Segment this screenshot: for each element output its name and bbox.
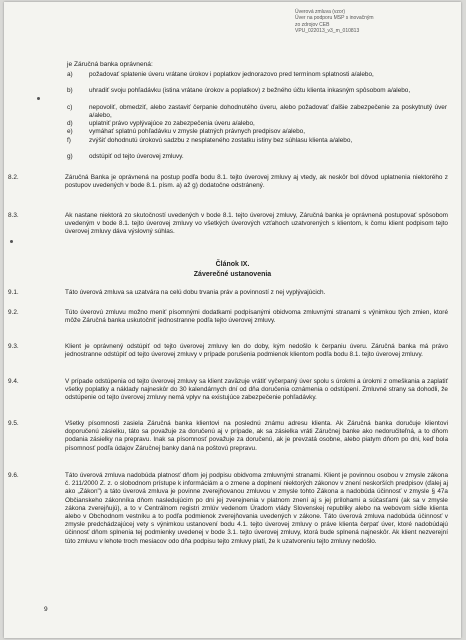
list-item-text: vymáhať splatnú pohľadávku v zmysle platných právnych predpisov a/alebo,	[89, 128, 305, 136]
clause-9-3	[8, 343, 448, 359]
list-item	[67, 120, 447, 128]
clause-9-1	[8, 289, 448, 297]
clause-number: 9.2.	[8, 309, 19, 316]
clause-8-3	[8, 212, 448, 237]
clause-text: Táto úverová zmluva nadobúda platnosť dňom jej podpisu obidvoma zmluvnými stranami. Klient je povinnou osobou v zmysle zákona č. 211/2000 Z. z. o slobodnom prístupe k informáciám a o zmene a doplnení niektorých zákonov v znení neskorších predpisov (ďalej aj ako „Zákon") a táto úverová zmluva je povinne zverejňovanou zmluvou v zmysle tohto Zákona a nadobúda účinnosť v zmysle § 47a Občianskeho zákonníka dňom nasledujúcim po dni jej zverejnenia v platnom znení aj s jej prílohami a súčasťami (ak sa v zmysle zákona zverejňujú), a to v Centrálnom registri zmlúv vedenom Úradom vlády Slovenskej republiky alebo na webovom sídle klienta alebo v Obchodnom vestníku a to podľa podmienok zverejňovania uvedených v zákone. Táto úverová zmluva nadobúda účinnosť v zmysle predchádzajúcej vety s výnimkou ustanovení bodu 4.1. tejto úverovej zmluvy o práve klienta čerpať úver, ktoré nadobúdajú účinnosť dňom splnenia tej podmienky uvedenej v bode 3.1. tejto úverovej zmluvy, ktorá bude splnená najneskôr. Ak klient nezverejní túto zmluvu v lehote troch mesiacov odo dňa podpisu tejto zmluvy platí, že k uzatvoreniu tejto zmluvy nedošlo.	[65, 472, 448, 545]
list-item-label: d)	[67, 120, 73, 128]
list-item-label: b)	[67, 87, 73, 95]
clause-text: V prípade odstúpenia od tejto úverovej zmluvy sa klient zaväzuje vrátiť vyčerpaný úver spolu s úrokmi a úrokmi z omeškania a zaplatiť všetky poplatky a náklady najneskôr do 30 kalendárnych dní od dňa doručenia oznámenia o odstúpení. Zmluvné strany sa dohodli, že odstúpenie od tejto úverovej zmluvy nemá vplyv na existujúce zabezpečenie pohľadávky.	[65, 378, 448, 402]
clause-number: 8.3.	[8, 212, 19, 219]
list-item	[67, 87, 447, 103]
clause-text: Klient je oprávnený odstúpiť od tejto úverovej zmluvy len do doby, kým nedošlo k čerpaniu úveru. Záručná banka má právo jednostranne odstúpiť od tejto úverovej zmluvy v prípade porušenia podmienok klientom podľa bodu 8.1. tejto úverovej zmluvy.	[65, 343, 448, 359]
clause-9-4	[8, 378, 448, 403]
list-item-text: zvýšiť dohodnutú úrokovú sadzbu z nesplateného zostatku istiny bez súhlasu klienta a/alebo,	[89, 136, 353, 144]
article-title: Článok IX.	[215, 261, 250, 268]
header-line: VPU_022013_v3_m_010813	[295, 27, 360, 34]
list-item-label: e)	[67, 128, 73, 136]
list-item-text: požadovať splatenie úveru vrátane úrokov i poplatkov jednorazovo pred termínom splatnosti a/alebo,	[89, 71, 374, 78]
clause-8-2	[8, 174, 448, 190]
list-item-text: uhradiť svoju pohľadávku (istina vrátane úrokov a poplatkov) z bežného účtu klienta inkasným spôsobom a/alebo,	[89, 87, 411, 95]
clause-text: Všetky písomnosti zasiela Záručná banka klientovi na poslednú známu adresu klienta. Ak Záručná banka doručuje klientovi doporučenú zásielku, táto sa považuje za doručenú aj v prípade, ak sa zásielka vráti Záručnej banke ako nedoručiteľná, a to dňom podania zásielky na prepravu. Inak sa písomnosť považuje za doručenú, ak je prevzatá osobne, alebo piatym dňom po dni, keď bola písomnosť podľa údajov Záručnej banky daná na poštovú prepravu.	[65, 420, 448, 452]
clause-number: 9.5.	[8, 420, 19, 427]
list-item	[67, 128, 447, 136]
list-item	[67, 137, 447, 153]
clause-number: 9.6.	[8, 472, 19, 479]
clause-text: Túto úverovú zmluvu možno meniť písomnými dodatkami podpísanými obidvoma zmluvnými stranami s výnimkou tých zmien, ktoré môže Záručná banka uskutočniť jednostranne podľa tejto úverovej zmluvy.	[65, 309, 448, 325]
punch-hole-mark	[37, 97, 40, 100]
list-item	[67, 104, 447, 120]
document-header	[295, 9, 455, 34]
clause-9-2	[8, 309, 448, 325]
clause-text: Táto úverová zmluva sa uzatvára na celú dobu trvania práv a povinností z nej vyplývajúcich.	[65, 289, 326, 296]
punch-hole-mark	[10, 240, 13, 243]
list-item-label: c)	[67, 103, 73, 111]
header-line: Úverová zmluva (vzor)	[295, 9, 346, 15]
list-item	[67, 71, 447, 87]
clause-9-6	[8, 472, 448, 546]
sanctions-list	[67, 71, 447, 161]
header-line: zo zdrojov CEB	[295, 21, 330, 28]
clause-text: Ak nastane niektorá zo skutočností uvedených v bode 8.1. tejto úverovej zmluvy, Záručná banka je oprávnená postupovať spôsobom uvedeným v bode 8.1. tejto úverovej zmluvy vo všetkých úverových vzťahoch uzatvorených s klientom, k čomu klient podpisom tejto úverovej zmluvy dáva výslovný súhlas.	[65, 212, 448, 236]
list-item-label: a)	[67, 71, 73, 78]
clause-9-5	[8, 420, 448, 453]
list-item	[67, 153, 447, 161]
list-item-text: nepovoliť, obmedziť, alebo zastaviť čerpanie dohodnutého úveru, alebo požadovať ďalšie zabezpečenie za poskytnutý úver a/alebo,	[89, 103, 447, 119]
clause-number: 9.4.	[8, 378, 19, 385]
document-page	[4, 2, 461, 638]
clause-number: 9.1.	[8, 289, 19, 296]
intro-text: je Záručná banka oprávnená:	[67, 61, 153, 68]
list-item-text: uplatniť právo vyplývajúce zo zabezpečenia úveru a/alebo,	[89, 120, 255, 128]
clause-text: Záručná Banka je oprávnená na postup podľa bodu 8.1. tejto úverovej zmluvy aj vtedy, ak neskôr bol dôvod uplatnenia niektorého z postupov uvedených v bode 8.1. písm. a) až g) dodatočne odstránený.	[65, 174, 448, 190]
clause-number: 8.2.	[8, 174, 19, 181]
article-subtitle: Záverečné ustanovenia	[193, 271, 272, 278]
clause-number: 9.3.	[8, 343, 19, 350]
list-item-text: odstúpiť od tejto úverovej zmluvy.	[89, 152, 184, 160]
header-line: Úver na podporu MSP s inovačným	[295, 15, 374, 22]
list-item-label: f)	[67, 136, 71, 144]
page-number: 9	[44, 606, 48, 613]
list-item-label: g)	[67, 152, 73, 160]
